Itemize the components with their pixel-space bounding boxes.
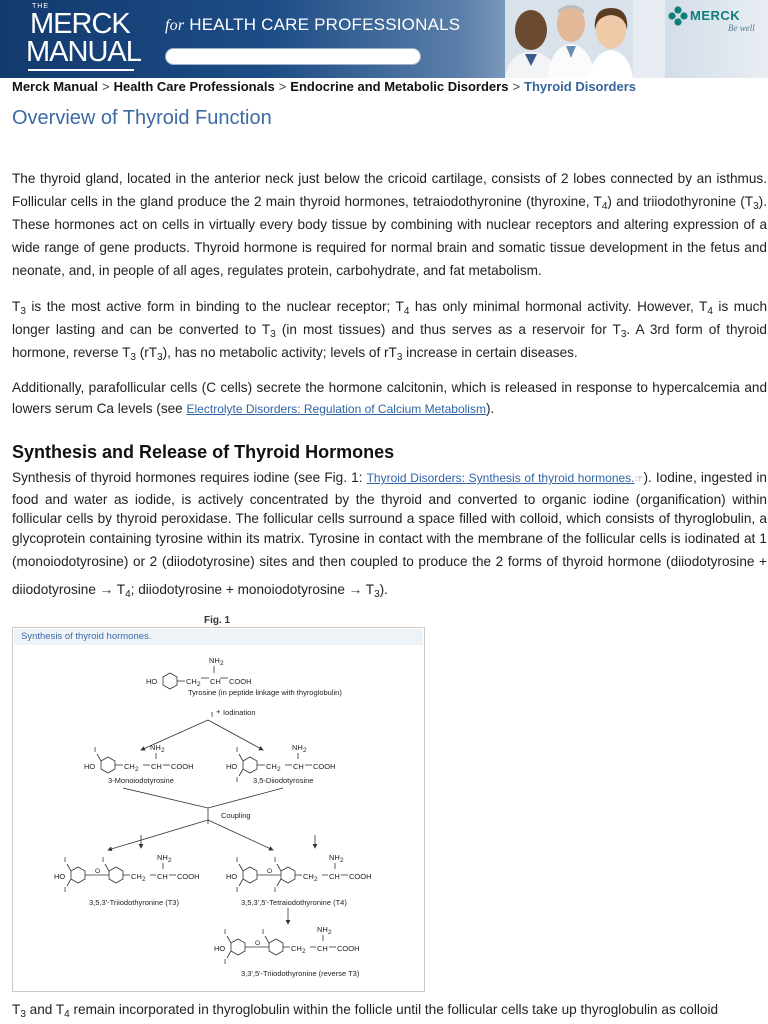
search-input[interactable] (165, 48, 421, 65)
svg-text:COOH: COOH (313, 762, 336, 771)
svg-text:2: 2 (197, 681, 201, 688)
svg-text:CH: CH (317, 944, 328, 953)
svg-text:I: I (262, 927, 265, 936)
site-tagline (165, 15, 460, 35)
svg-text:COOH: COOH (171, 762, 194, 771)
breadcrumb-endocrine[interactable]: Endocrine and Metabolic Disorders (290, 79, 509, 94)
svg-text:I: I (64, 855, 67, 864)
svg-text:I: I (211, 710, 214, 719)
header-banner (0, 0, 768, 78)
paragraph-calcitonin: Additionally, parafollicular cells (C cells) secrete the hormone calcitonin, which is released in response to hypercalcemia and lowers serum Ca levels (see Electrolyte Disorders: Regulation of Calcium Metabolism). (12, 380, 767, 416)
figure-caption: Synthesis of thyroid hormones. (21, 631, 152, 642)
page-title: Overview of Thyroid Function (12, 107, 272, 129)
label-t4: 3,5,3',5'-Tetraiodothyronine (T4) (241, 898, 347, 907)
svg-text:I: I (274, 855, 277, 864)
svg-text:CH: CH (266, 762, 277, 771)
svg-text:HO: HO (226, 762, 238, 771)
svg-text:NH: NH (292, 743, 303, 752)
svg-text:O: O (267, 868, 273, 875)
breadcrumb-current[interactable]: Thyroid Disorders (524, 79, 637, 94)
label-coupling: Coupling (221, 811, 251, 820)
label-tyrosine: Tyrosine (in peptide linkage with thyroglobulin) (188, 688, 342, 697)
svg-text:CH: CH (293, 762, 304, 771)
svg-text:2: 2 (328, 929, 332, 936)
breadcrumb-separator: > (101, 79, 110, 94)
svg-text:CH: CH (186, 677, 197, 686)
merck-manual-logo[interactable] (12, 3, 140, 73)
figure-link-icon[interactable]: ☞ (634, 474, 644, 485)
label-reverse-t3: 3,3',5'-Triiodothyronine (reverse T3) (241, 969, 360, 978)
breadcrumb-separator: > (278, 79, 287, 94)
svg-text:I: I (102, 855, 105, 864)
svg-text:CH: CH (131, 872, 142, 881)
svg-text:I: I (224, 927, 227, 936)
paragraph-thyroid-gland: The thyroid gland, located in the anterior neck just below the cricoid cartilage, consists of 2 lobes connected by an isthmus. Follicular cells in the gland produce the 2 main thyroid hormones, tetraiodothyronine (thyroxine, $T_4$) and triiodothyronine $(T_3)$. These hormones act on cells in virtually every body tissue by combining with nuclear receptors and altering expression of a wide range of gene products. Thyroid hormone is required for normal brain and somatic tissue development in the fetus and neonate, and, in people of all ages, regulates protein, carbohydrate, and fat metabolism. (12, 171, 767, 278)
svg-text:NH: NH (209, 656, 220, 665)
merck-logo-icon (668, 6, 688, 26)
figure-synthesis[interactable] (12, 627, 425, 992)
logo-merck: MERCK (30, 8, 130, 40)
svg-text:2: 2 (220, 660, 224, 667)
svg-text:COOH: COOH (337, 944, 360, 953)
svg-text:NH: NH (150, 743, 161, 752)
breadcrumb-separator: > (512, 79, 521, 94)
svg-text:O: O (95, 868, 101, 875)
svg-text:2: 2 (168, 857, 172, 864)
svg-text:HO: HO (226, 872, 238, 881)
svg-text:2: 2 (142, 876, 146, 883)
svg-text:NH: NH (157, 853, 168, 862)
tagline-for: for (165, 17, 185, 34)
paragraph-synthesis: Synthesis of thyroid hormones requires iodine (see Fig. 1: Thyroid Disorders: Synthesis of thyroid hormones.☞). Iodine, ingested in food and water as iodide, is actively concentrated by the thyroid and converted to organic iodine (organification) within follicular cells by thyroid peroxidase. The follicular cells surround a space filled with colloid, which consists of thyroglobulin, a glycoprotein containing tyrosine within its matrix. Tyrosine in contact with the membrane of the follicular cells is iodinated at 1 (monoiodotyrosine) or 2 (diiodotyrosine) sites and then coupled to produce the 2 forms of thyroid hormone (diiodotyrosine + diiodotyrosine → $T_4$; diiodotyrosine + monoiodotyrosine → $T_3$). (12, 470, 767, 600)
svg-text:I: I (236, 775, 239, 784)
svg-text:I: I (94, 745, 97, 754)
svg-text:CH: CH (124, 762, 135, 771)
svg-text:I: I (224, 957, 227, 966)
svg-text:2: 2 (314, 876, 318, 883)
svg-text:O: O (255, 940, 261, 947)
label-diiodotyrosine: 3,5-Diiodotyrosine (253, 776, 314, 785)
logo-rule (28, 69, 134, 71)
svg-text:NH: NH (317, 925, 328, 934)
merck-brand-text: MERCK (690, 8, 741, 23)
label-monoiodotyrosine: 3-Monoiodotyrosine (108, 776, 174, 785)
svg-text:HO: HO (84, 762, 96, 771)
tagline-rest: HEALTH CARE PROFESSIONALS (189, 15, 461, 34)
breadcrumb (12, 79, 636, 94)
synthesis-diagram (13, 628, 426, 993)
merck-slogan: Be well (728, 23, 755, 33)
svg-text:COOH: COOH (229, 677, 252, 686)
intro-content (12, 167, 767, 420)
svg-text:CH: CH (157, 872, 168, 881)
svg-text:2: 2 (277, 766, 281, 773)
svg-text:NH: NH (329, 853, 340, 862)
svg-text:I: I (236, 885, 239, 894)
svg-text:CH: CH (210, 677, 221, 686)
paragraph-t3-t4: $T_3$ is the most active form in binding to the nuclear receptor; $T_4$ has only minimal hormonal activity. However, $T_4$ is much longer lasting and can be converted to $T_3$ (in most tissues) and thus serves as a reservoir for $T_3$. A 3rd form of thyroid hormone, reverse $T_3$ $(rT_3)$, has no metabolic activity; levels of $rT_3$ increase in certain diseases. (12, 299, 768, 363)
svg-text:+: + (216, 707, 221, 716)
merck-corporate-logo[interactable] (668, 6, 764, 40)
link-electrolyte-disorders[interactable]: Electrolyte Disorders: Regulation of Calcium Metabolism (186, 402, 486, 416)
svg-text:2: 2 (135, 766, 139, 773)
section-heading: Synthesis and Release of Thyroid Hormones (12, 442, 395, 462)
svg-text:2: 2 (303, 747, 307, 754)
breadcrumb-health-care-professionals[interactable]: Health Care Professionals (113, 79, 275, 94)
logo-manual: MANUAL (26, 36, 141, 68)
synthesis-content (12, 468, 767, 604)
svg-text:CH: CH (303, 872, 314, 881)
svg-text:CH: CH (291, 944, 302, 953)
svg-text:2: 2 (161, 747, 165, 754)
svg-text:I: I (64, 885, 67, 894)
label-iodination: Iodination (223, 708, 256, 717)
svg-text:2: 2 (340, 857, 344, 864)
paragraph-thyroglobulin: $T_3$ and $T_4$ remain incorporated in thyroglobulin within the follicle until the follicular cells take up thyroglobulin as colloid (12, 1002, 719, 1020)
doctors-photo (505, 0, 665, 78)
svg-text:HO: HO (54, 872, 66, 881)
svg-text:I: I (236, 855, 239, 864)
ho-label: HO (146, 677, 158, 686)
logo-the: THE (32, 3, 49, 10)
svg-text:COOH: COOH (349, 872, 372, 881)
label-t3: 3,5,3'-Triiodothyronine (T3) (89, 898, 179, 907)
svg-text:2: 2 (302, 948, 306, 955)
svg-text:I: I (236, 745, 239, 754)
breadcrumb-merck-manual[interactable]: Merck Manual (12, 79, 98, 94)
svg-text:CH: CH (329, 872, 340, 881)
link-synthesis-figure[interactable]: Thyroid Disorders: Synthesis of thyroid hormones. (366, 471, 635, 485)
svg-text:CH: CH (151, 762, 162, 771)
svg-text:HO: HO (214, 944, 226, 953)
svg-text:COOH: COOH (177, 872, 200, 881)
figure-label: Fig. 1 (204, 615, 231, 626)
svg-text:I: I (274, 885, 277, 894)
